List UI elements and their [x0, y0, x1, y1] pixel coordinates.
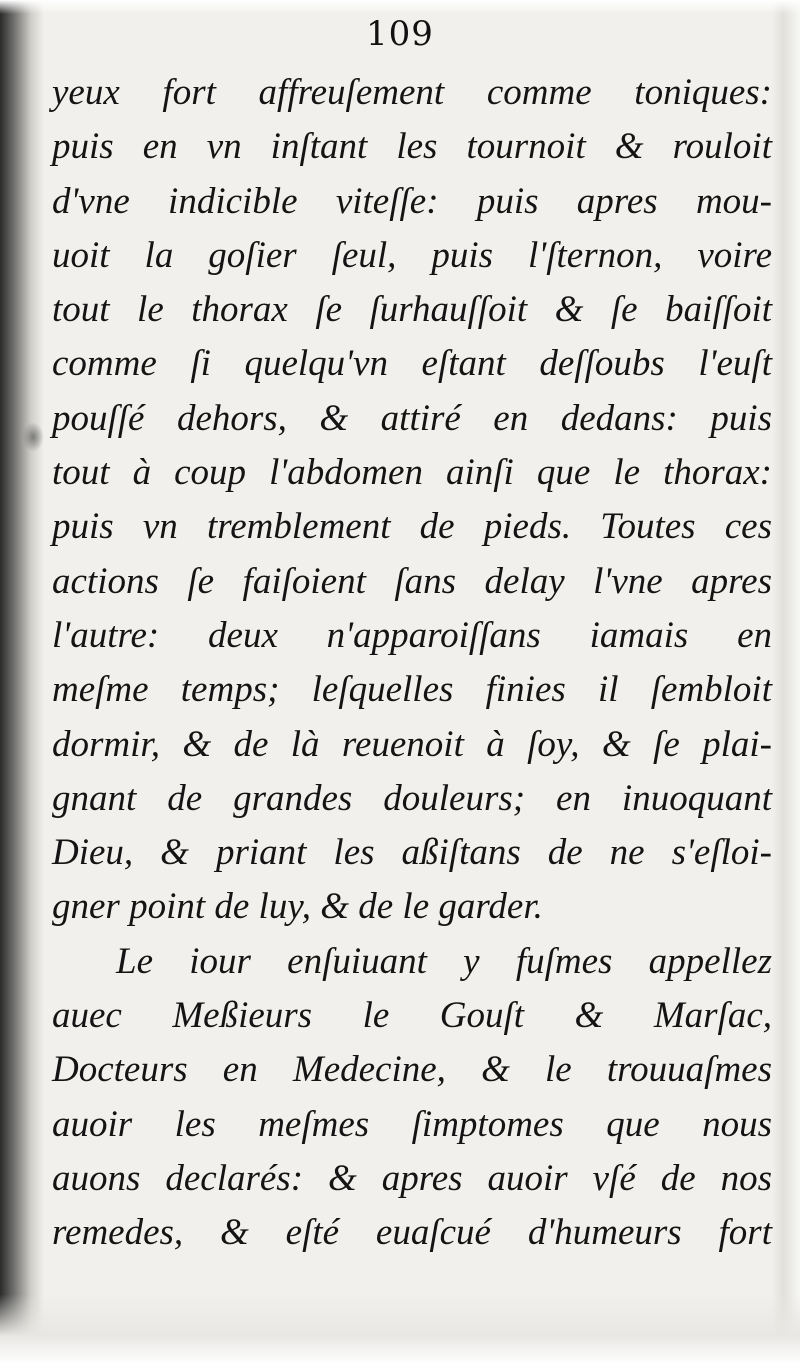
text-line: l'autre: deux n'apparoiſſans iamais en [52, 614, 772, 656]
page-number: 109 [366, 14, 434, 54]
page-gutter-shadow [0, 0, 44, 1364]
text-line: meſme temps; leſquelles finies il ſembloit [52, 669, 772, 711]
text-line: puis en vn inſtant les tournoit & rouloit [52, 126, 772, 168]
text-line: tout à coup l'abdomen ainſi que le thorax: [52, 452, 772, 494]
body-text [52, 66, 772, 1261]
text-line: gnant de grandes douleurs; en inuoquant [52, 777, 772, 819]
text-line: Docteurs en Medecine, & le trouuaſmes [52, 1049, 772, 1091]
text-line: yeux fort affreuſement comme toniques: [52, 72, 772, 113]
paragraph-first-line: Le iour enſuiuant y fuſmes appellez [116, 940, 772, 982]
paragraph-last-line: gner point de luy, & de le garder. [52, 886, 543, 928]
page-top-edge [0, 0, 800, 14]
page-right-edge [772, 0, 800, 1364]
text-line: dormir, & de là reuenoit à ſoy, & ſe plai- [52, 723, 772, 765]
text-line: auons declarés: & apres auoir vſé de nos [52, 1157, 772, 1199]
text-line: comme ſi quelqu'vn eſtant deſſoubs l'euſt [52, 343, 772, 385]
text-line: auoir les meſmes ſimptomes que nous [52, 1103, 772, 1145]
text-line: pouſſé dehors, & attiré en dedans: puis [52, 397, 772, 439]
text-line: puis vn tremblement de pieds. Toutes ces [52, 506, 772, 548]
text-line: d'vne indicible viteſſe: puis apres mou- [52, 180, 772, 222]
text-line: remedes, & eſté euaſcué d'humeurs fort [52, 1212, 772, 1254]
ink-smudge [22, 422, 44, 452]
text-line: Dieu, & priant les aßiſtans de ne s'eſloi- [52, 832, 772, 874]
text-line: uoit la goſier ſeul, puis l'ſternon, voire [52, 234, 772, 276]
text-line: actions ſe faiſoient ſans delay l'vne apres [52, 560, 772, 602]
page-bottom-edge [0, 1294, 800, 1364]
text-line: tout le thorax ſe ſurhauſſoit & ſe baiſſoit [52, 289, 772, 331]
text-line: auec Meßieurs le Gouſt & Marſac, [52, 995, 772, 1037]
